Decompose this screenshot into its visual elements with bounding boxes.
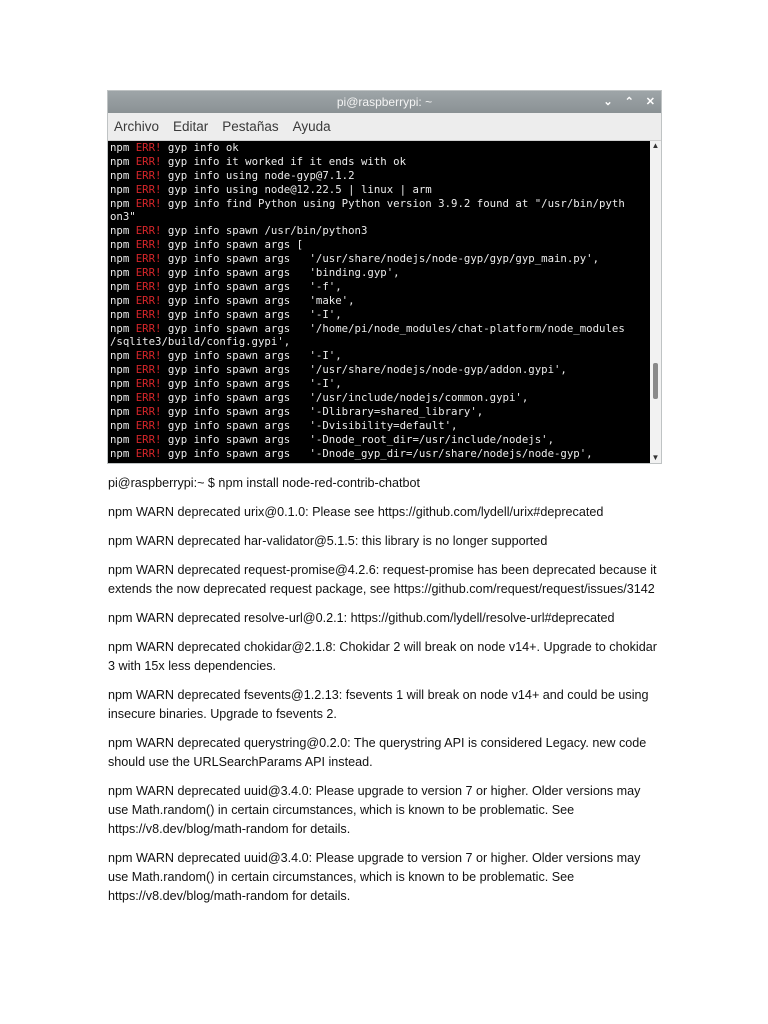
npm-prefix: npm <box>110 391 136 405</box>
menu-editar[interactable]: Editar <box>173 119 209 134</box>
terminal-line <box>110 433 650 447</box>
minimize-icon[interactable]: ⌄ <box>603 96 613 108</box>
line-text: gyp info spawn args '-Dlibrary=shared_library', <box>161 404 484 418</box>
line-text: gyp info spawn args 'make', <box>161 293 355 307</box>
terminal-line <box>110 349 650 363</box>
npm-prefix: npm <box>110 168 136 182</box>
npm-prefix: npm <box>110 238 136 252</box>
npm-prefix: npm <box>110 252 136 266</box>
npm-prefix: npm <box>110 154 136 168</box>
terminal-line <box>110 266 650 280</box>
npm-prefix: npm <box>110 321 136 335</box>
terminal-line <box>110 377 650 391</box>
line-text: gyp info find Python using Python version 3.9.2 found at "/usr/bin/pyth <box>161 196 625 210</box>
terminal-line <box>110 252 650 266</box>
line-text: gyp info spawn args '-Dvisibility=default', <box>161 418 458 432</box>
line-text: gyp info spawn args '/home/pi/node_modules/chat-platform/node_modules <box>161 321 625 335</box>
terminal-line <box>110 391 650 405</box>
document-paragraph: npm WARN deprecated uuid@3.4.0: Please upgrade to version 7 or higher. Older versions may use Math.random() in certain circumstances, which is known to be problematic. See https://v8.dev/blog/math-random for details. <box>108 784 641 836</box>
document-paragraph: npm WARN deprecated querystring@0.2.0: The querystring API is considered Legacy. new code should use the URLSearchParams API instead. <box>108 736 647 769</box>
terminal-line <box>110 335 650 349</box>
line-text: gyp info it worked if it ends with ok <box>161 154 407 168</box>
npm-prefix: npm <box>110 182 136 196</box>
line-text: gyp info using node-gyp@7.1.2 <box>161 168 355 182</box>
document-paragraph: pi@raspberrypi:~ $ npm install node-red-contrib-chatbot <box>108 476 421 490</box>
npm-prefix: npm <box>110 404 136 418</box>
scroll-down-icon[interactable]: ▼ <box>651 453 660 462</box>
err-label: ERR! <box>135 293 162 307</box>
npm-prefix: npm <box>110 432 136 446</box>
err-label: ERR! <box>135 307 162 321</box>
err-label: ERR! <box>135 252 162 266</box>
maximize-icon[interactable]: ⌃ <box>624 96 634 108</box>
terminal-menubar <box>108 113 661 141</box>
window-controls <box>603 91 655 113</box>
err-label: ERR! <box>135 432 162 446</box>
npm-prefix: npm <box>110 141 136 154</box>
npm-prefix: npm <box>110 377 136 391</box>
err-label: ERR! <box>135 349 162 363</box>
terminal-output[interactable] <box>108 141 650 463</box>
document-paragraph: npm WARN deprecated fsevents@1.2.13: fsevents 1 will break on node v14+ and could be using insecure binaries. Upgrade to fsevents 2. <box>108 688 649 721</box>
menu-pestanas[interactable]: Pestañas <box>222 119 279 134</box>
terminal-line <box>110 280 650 294</box>
line-text: gyp info ok <box>161 141 239 154</box>
document-paragraph: npm WARN deprecated uuid@3.4.0: Please upgrade to version 7 or higher. Older versions may use Math.random() in certain circumstances, which is known to be problematic. See https://v8.dev/blog/math-random for details. <box>108 851 641 903</box>
err-label: ERR! <box>135 224 162 238</box>
err-label: ERR! <box>135 418 162 432</box>
err-label: ERR! <box>135 154 162 168</box>
err-label: ERR! <box>135 196 162 210</box>
err-label: ERR! <box>135 363 162 377</box>
line-text: gyp info using node@12.22.5 | linux | arm <box>161 182 432 196</box>
err-label: ERR! <box>135 279 162 293</box>
npm-prefix: npm <box>110 307 136 321</box>
npm-prefix: npm <box>110 266 136 280</box>
err-label: ERR! <box>135 168 162 182</box>
err-label: ERR! <box>135 141 162 154</box>
err-label: ERR! <box>135 266 162 280</box>
document-body <box>108 474 663 916</box>
line-text: gyp info spawn args '-f', <box>161 279 342 293</box>
line-text: gyp info spawn args '-I', <box>161 307 342 321</box>
scrollbar-thumb[interactable] <box>653 363 658 399</box>
err-label: ERR! <box>135 238 162 252</box>
document-paragraph: npm WARN deprecated urix@0.1.0: Please see https://github.com/lydell/urix#deprecated <box>108 505 604 519</box>
line-text: gyp info spawn /usr/bin/python3 <box>161 224 368 238</box>
terminal-line <box>110 322 650 336</box>
err-label: ERR! <box>135 182 162 196</box>
close-icon[interactable]: ✕ <box>645 96 655 108</box>
terminal-line <box>110 405 650 419</box>
npm-prefix: npm <box>110 418 136 432</box>
line-text: gyp info spawn args [ <box>161 238 304 252</box>
line-text: gyp info spawn args 'binding.gyp', <box>161 266 400 280</box>
npm-prefix: npm <box>110 349 136 363</box>
terminal-line <box>110 169 650 183</box>
terminal-line <box>110 141 650 155</box>
terminal-line <box>110 308 650 322</box>
menu-archivo[interactable]: Archivo <box>114 119 160 134</box>
line-text: on3" <box>110 210 136 224</box>
terminal-line <box>110 155 650 169</box>
line-text: /sqlite3/build/config.gypi', <box>110 335 291 349</box>
document-paragraph: npm WARN deprecated chokidar@2.1.8: Chokidar 2 will break on node v14+. Upgrade to chokidar 3 with 15x less dependencies. <box>108 640 657 673</box>
line-text: gyp info spawn args '-Dnode_root_dir=/usr/include/nodejs', <box>161 432 554 446</box>
terminal-line <box>110 294 650 308</box>
err-label: ERR! <box>135 404 162 418</box>
npm-prefix: npm <box>110 279 136 293</box>
document-paragraph: npm WARN deprecated resolve-url@0.2.1: https://github.com/lydell/resolve-url#deprecated <box>108 611 615 625</box>
npm-prefix: npm <box>110 363 136 377</box>
terminal-line <box>110 363 650 377</box>
line-text: gyp info spawn args '-Dnode_gyp_dir=/usr/share/nodejs/node-gyp', <box>161 446 593 460</box>
terminal-line <box>110 197 650 211</box>
document-paragraph: npm WARN deprecated request-promise@4.2.6: request-promise has been deprecated because it extends the now deprecated request package, see https://github.com/request/request/issues/3142 <box>108 563 657 596</box>
terminal-window <box>107 90 662 464</box>
err-label: ERR! <box>135 321 162 335</box>
err-label: ERR! <box>135 391 162 405</box>
terminal-scrollbar[interactable] <box>650 141 661 463</box>
err-label: ERR! <box>135 377 162 391</box>
npm-prefix: npm <box>110 293 136 307</box>
menu-ayuda[interactable]: Ayuda <box>292 119 331 134</box>
line-text: gyp info spawn args '/usr/share/nodejs/node-gyp/addon.gypi', <box>161 363 567 377</box>
npm-prefix: npm <box>110 446 136 460</box>
scroll-up-icon[interactable]: ▲ <box>651 141 660 150</box>
document-paragraph: npm WARN deprecated har-validator@5.1.5: this library is no longer supported <box>108 534 548 548</box>
line-text: gyp info spawn args '-I', <box>161 377 342 391</box>
terminal-line <box>110 447 650 461</box>
npm-prefix: npm <box>110 224 136 238</box>
terminal-line <box>110 183 650 197</box>
terminal-line <box>110 238 650 252</box>
line-text: gyp info spawn args '/usr/include/nodejs/common.gypi', <box>161 391 529 405</box>
terminal-line <box>110 419 650 433</box>
line-text: gyp info spawn args '/usr/share/nodejs/node-gyp/gyp/gyp_main.py', <box>161 252 600 266</box>
line-text: gyp info spawn args '-I', <box>161 349 342 363</box>
npm-prefix: npm <box>110 196 136 210</box>
err-label: ERR! <box>135 446 162 460</box>
terminal-line <box>110 210 650 224</box>
window-title: pi@raspberrypi: ~ <box>336 95 433 109</box>
terminal-line <box>110 224 650 238</box>
terminal-titlebar[interactable] <box>108 91 661 113</box>
